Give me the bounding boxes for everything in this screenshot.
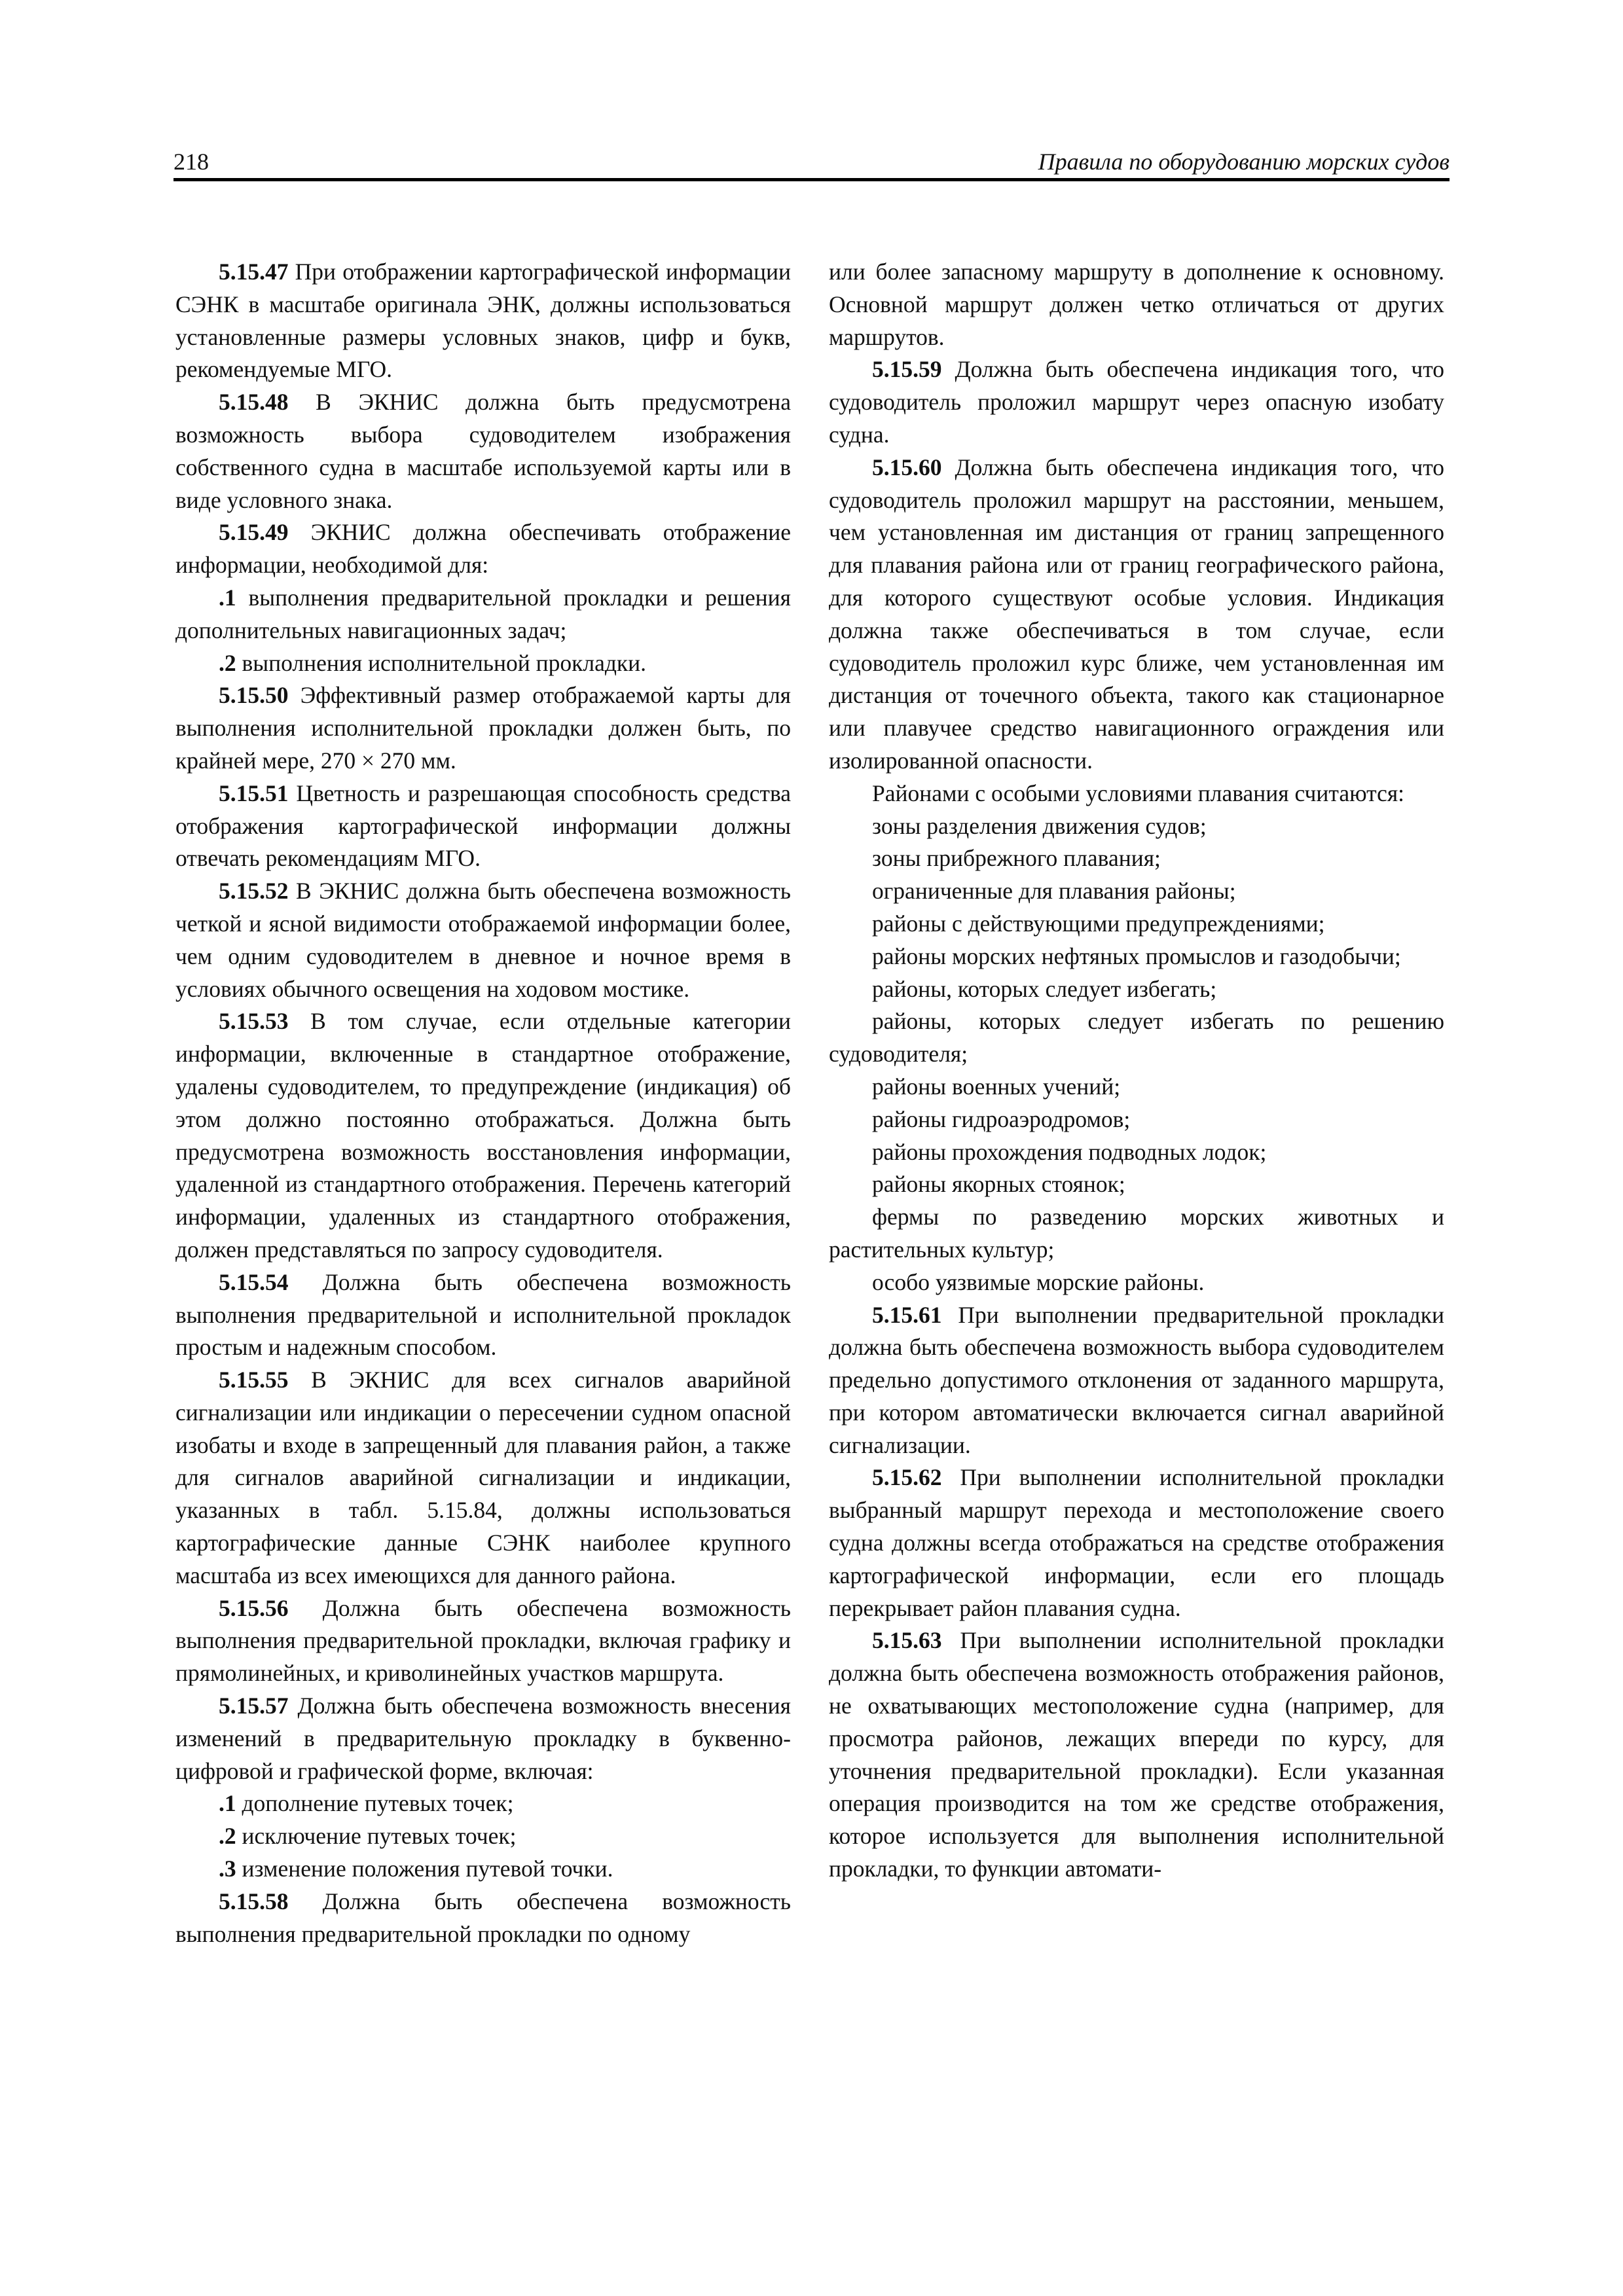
- clause-paragraph: [175, 1886, 791, 1951]
- clause-number: 5.15.61: [872, 1301, 942, 1328]
- sub-item-number: .2: [219, 1823, 236, 1850]
- text-paragraph: [829, 1136, 1444, 1169]
- paragraph-text: При выполнении исполнительной прокладки должна быть обеспечена возможность отображения районов, не охватывающих местоположение судна (например, для просмотра районов, лежащих впереди по курсу, для уточнения предварительной прокладки). Если указанная операция производится на том же средстве отображения, которое используется для выполнения исполнительной прокладки, то функции автомати-: [829, 1627, 1444, 1882]
- clause-number: 5.15.57: [219, 1693, 289, 1719]
- paragraph-text: Эффективный размер отображаемой карты для выполнения исполнительной прокладки должен быть, по крайней мере, 270 × 270 мм.: [175, 682, 791, 774]
- clause-number: 5.15.52: [219, 878, 289, 905]
- paragraph-text: В том случае, если отдельные категории информации, включенные в стандартное отображение, удалены судоводителем, то предупреждение (индикация) об этом должно постоянно отображаться. Должна быть предусмотрена возможность восстановления информации, удаленной из стандартного отображения. Перечень категорий информации, удаленных из стандартного отображения, должен представляться по запросу судоводителя.: [175, 1008, 791, 1263]
- paragraph-text: изменение положения путевой точки.: [236, 1856, 613, 1882]
- text-paragraph: [829, 941, 1444, 973]
- paragraph-text: дополнение путевых точек;: [236, 1790, 514, 1817]
- page-number: 218: [173, 149, 209, 175]
- clause-number: 5.15.55: [219, 1367, 289, 1393]
- clause-number: 5.15.62: [872, 1464, 942, 1491]
- paragraph-text: районы военных учений;: [872, 1073, 1121, 1100]
- text-paragraph: [829, 842, 1444, 875]
- sub-item-paragraph: [175, 647, 791, 680]
- clause-number: 5.15.54: [219, 1268, 289, 1295]
- paragraph-text: ЭКНИС должна обеспечивать отображение информации, необходимой для:: [175, 519, 791, 579]
- paragraph-text: районы прохождения подводных лодок;: [872, 1138, 1267, 1165]
- paragraph-text: Должна быть обеспечена возможность выполнения предварительной прокладки по одному: [175, 1888, 791, 1947]
- clause-paragraph: [175, 1266, 791, 1364]
- text-paragraph: [829, 256, 1444, 353]
- text-paragraph: [829, 1005, 1444, 1071]
- clause-paragraph: [175, 778, 791, 875]
- paragraph-text: зоны разделения движения судов;: [872, 812, 1207, 839]
- running-title: Правила по оборудованию морских судов: [1038, 149, 1450, 175]
- paragraph-text: ограниченные для плавания районы;: [872, 878, 1236, 905]
- clause-number: 5.15.51: [219, 780, 289, 806]
- paragraph-text: зоны прибрежного плавания;: [872, 845, 1161, 872]
- clause-number: 5.15.56: [219, 1594, 289, 1621]
- clause-paragraph: [175, 516, 791, 582]
- text-paragraph: [829, 1266, 1444, 1299]
- paragraph-text: районы, которых следует избегать по решению судоводителя;: [829, 1008, 1444, 1067]
- clause-paragraph: [175, 386, 791, 516]
- sub-item-paragraph: [175, 1820, 791, 1853]
- clause-paragraph: [175, 1592, 791, 1690]
- sub-item-paragraph: [175, 1853, 791, 1886]
- paragraph-text: Цветность и разрешающая способность средства отображения картографической информации должны отвечать рекомендациям МГО.: [175, 780, 791, 872]
- left-text-column: [175, 256, 791, 1950]
- paragraph-text: районы гидроаэродромов;: [872, 1105, 1131, 1132]
- paragraph-text: В ЭКНИС должна быть предусмотрена возможность выбора судоводителем изображения собственного судна в масштабе используемой карты или в виде условного знака.: [175, 389, 791, 513]
- text-paragraph: [829, 778, 1444, 810]
- paragraph-text: При отображении картографической информации СЭНК в масштабе оригинала ЭНК, должны использоваться установленные размеры условных знаков, цифр и букв, рекомендуемые МГО.: [175, 259, 791, 383]
- text-paragraph: [829, 1071, 1444, 1103]
- clause-paragraph: [175, 1364, 791, 1592]
- sub-item-number: .1: [219, 584, 236, 611]
- paragraph-text: или более запасному маршруту в дополнение к основному. Основной маршрут должен четко отличаться от других маршрутов.: [829, 259, 1444, 350]
- clause-number: 5.15.48: [219, 389, 289, 416]
- paragraph-text: Должна быть обеспечена индикация того, что судоводитель проложил маршрут на расстоянии, меньшем, чем установленная им дистанция от границ запрещенного для плавания района или от границ географического района, для которого существуют особые условия. Индикация должна также обеспечиваться в том случае, если судоводитель проложил курс ближе, чем установленная им дистанция от точечного объекта, такого как стационарное или плавучее средство навигационного ограждения или изолированной опасности.: [829, 454, 1444, 774]
- clause-paragraph: [175, 1005, 791, 1266]
- paragraph-text: выполнения исполнительной прокладки.: [236, 649, 647, 676]
- clause-number: 5.15.47: [219, 259, 289, 285]
- paragraph-text: Должна быть обеспечена возможность выполнения предварительной и исполнительной прокладок простым и надежным способом.: [175, 1268, 791, 1361]
- paragraph-text: В ЭКНИС должна быть обеспечена возможность четкой и ясной видимости отображаемой информации более, чем одним судоводителем в дневное и ночное время в условиях обычного освещения на ходовом мостике.: [175, 878, 791, 1002]
- sub-item-number: .2: [219, 649, 236, 676]
- clause-number: 5.15.49: [219, 519, 289, 546]
- clause-paragraph: [829, 1624, 1444, 1885]
- sub-item-paragraph: [175, 582, 791, 647]
- paragraph-text: районы морских нефтяных промыслов и газодобычи;: [872, 942, 1401, 969]
- clause-paragraph: [175, 256, 791, 386]
- text-paragraph: [829, 973, 1444, 1006]
- text-paragraph: [829, 1103, 1444, 1136]
- paragraph-text: исключение путевых точек;: [236, 1823, 517, 1850]
- paragraph-text: Должна быть обеспечена возможность внесения изменений в предварительную прокладку в буквенно-цифровой и графической форме, включая:: [175, 1693, 791, 1784]
- clause-number: 5.15.53: [219, 1008, 289, 1035]
- paragraph-text: особо уязвимые морские районы.: [872, 1268, 1205, 1295]
- clause-paragraph: [175, 679, 791, 777]
- text-paragraph: [829, 1168, 1444, 1201]
- clause-paragraph: [175, 875, 791, 1005]
- paragraph-text: Должна быть обеспечена индикация того, что судоводитель проложил маршрут через опасную изобату судна.: [829, 356, 1444, 448]
- paragraph-text: Должна быть обеспечена возможность выполнения предварительной прокладки, включая графику и прямолинейных, и криволинейных участков маршрута.: [175, 1594, 791, 1687]
- clause-number: 5.15.59: [872, 356, 942, 383]
- text-paragraph: [829, 1201, 1444, 1266]
- sub-item-number: .3: [219, 1856, 236, 1882]
- clause-paragraph: [829, 353, 1444, 451]
- right-text-column: [829, 256, 1444, 1886]
- clause-paragraph: [829, 452, 1444, 778]
- sub-item-paragraph: [175, 1787, 791, 1820]
- paragraph-text: При выполнении предварительной прокладки должна быть обеспечена возможность выбора судоводителем предельно допустимого отклонения от заданного маршрута, при котором автоматически включается сигнал аварийной сигнализации.: [829, 1301, 1444, 1458]
- clause-number: 5.15.50: [219, 682, 289, 709]
- text-paragraph: [829, 908, 1444, 941]
- paragraph-text: Районами с особыми условиями плавания считаются:: [872, 780, 1405, 806]
- paragraph-text: фермы по разведению морских животных и растительных культур;: [829, 1204, 1444, 1263]
- clause-paragraph: [829, 1462, 1444, 1624]
- paragraph-text: выполнения предварительной прокладки и решения дополнительных навигационных задач;: [175, 584, 791, 643]
- paragraph-text: районы, которых следует избегать;: [872, 975, 1217, 1002]
- sub-item-number: .1: [219, 1790, 236, 1817]
- paragraph-text: При выполнении исполнительной прокладки выбранный маршрут перехода и местоположение своего судна должны всегда отображаться на средстве отображения картографической информации, если его площадь перекрывает район плавания судна.: [829, 1464, 1444, 1621]
- clause-number: 5.15.63: [872, 1627, 942, 1654]
- paragraph-text: районы с действующими предупреждениями;: [872, 910, 1325, 937]
- page-header: [173, 145, 1450, 181]
- text-paragraph: [829, 810, 1444, 843]
- paragraph-text: районы якорных стоянок;: [872, 1171, 1125, 1198]
- text-paragraph: [829, 875, 1444, 908]
- clause-paragraph: [829, 1299, 1444, 1462]
- clause-number: 5.15.58: [219, 1888, 289, 1914]
- clause-paragraph: [175, 1690, 791, 1787]
- clause-number: 5.15.60: [872, 454, 942, 480]
- paragraph-text: В ЭКНИС для всех сигналов аварийной сигнализации или индикации о пересечении судном опасной изобаты и входе в запрещенный для плавания район, а также для сигналов аварийной сигнализации и индикации, указанных в табл. 5.15.84, должны использоваться картографические данные СЭНК наиболее крупного масштаба из всех имеющихся для данного района.: [175, 1367, 791, 1588]
